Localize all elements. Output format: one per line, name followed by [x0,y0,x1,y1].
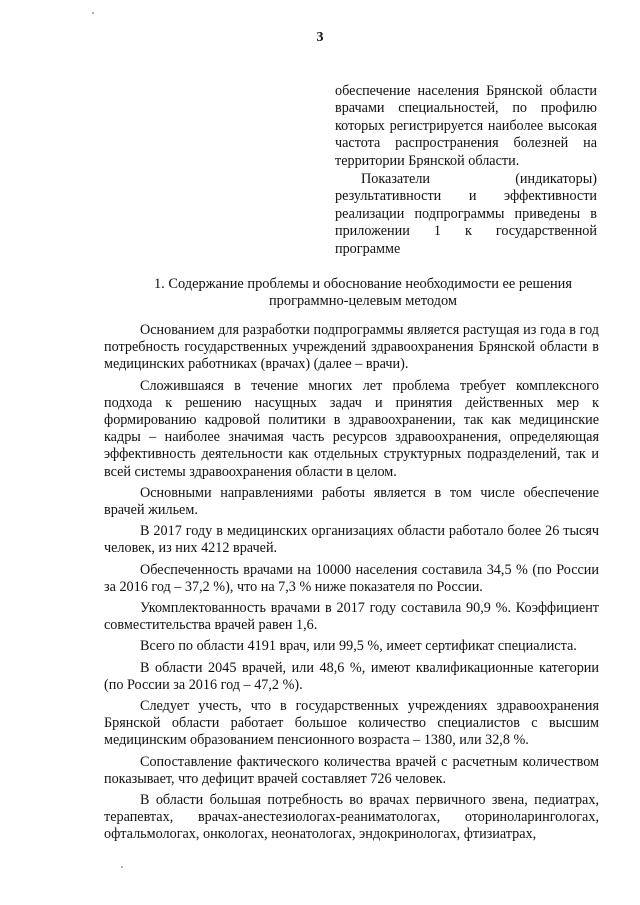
body-paragraph: В области 2045 врачей, или 48,6 %, имеют квалификационные категории (по России за 2016 год – 47,2 %). [104,659,599,693]
body-paragraph: Основанием для разработки подпрограммы является растущая из года в год потребность государственных учреждений здравоохранения Брянской области в медицинских работниках (врачах) (далее – врачи). [104,322,599,373]
scan-speck [121,866,123,868]
body-paragraph: Обеспеченность врачами на 10000 населения составила 34,5 % (по России за 2016 год – 37,2 %), что на 7,3 % ниже показателя по России. [104,561,599,595]
section-heading: 1. Содержание проблемы и обоснование необходимости ее решения программно-целевым методом [153,276,572,310]
body-paragraph: Следует учесть, что в государственных учреждениях здравоохранения Брянской области работает большое количество специалистов с высшим медицинским образованием пенсионного возраста – 1380, или 32,8 %. [104,698,599,749]
body-paragraph: В области большая потребность во врачах первичного звена, педиатрах, терапевтах, врачах-анестезиологах-реаниматологах, оториноларингологах, офтальмологах, онкологах, неонатологах, эндокринологах, фтизиатрах, [104,792,599,843]
page-number: 3 [316,30,324,45]
scan-speck [92,12,94,14]
indicators-block [335,83,597,258]
body-paragraph: Сложившаяся в течение многих лет проблема требует комплексного подхода к решению насущных задач и принятия действенных мер к формированию кадровой политики в здравоохранении, так как медицинские кадры – наиболее значимая часть ресурсов здравоохранения, определяющая эффективность деятельности как отдельных структурных подразделений, так и всей системы здравоохранения области в целом. [104,377,599,480]
body-paragraph: Укомплектованность врачами в 2017 году составила 90,9 %. Коэффициент совместительства врачей равен 1,6. [104,600,599,634]
body-paragraph: В 2017 году в медицинских организациях области работало более 26 тысяч человек, из них 4212 врачей. [104,523,599,557]
body-text [104,322,599,848]
body-paragraph: Основными направлениями работы является в том числе обеспечение врачей жильем. [104,484,599,519]
indicators-paragraph-1: обеспечение населения Брянской области врачами специальностей, по профилю которых регистрируется наиболее высокая частота распространения болезней на территории Брянской области. [335,83,597,169]
indicators-paragraph-2: Показатели (индикаторы) результативности и эффективности реализации подпрограммы приведены в приложении 1 к государственной программе [335,171,597,257]
body-paragraph: Всего по области 4191 врач, или 99,5 %, имеет сертификат специалиста. [140,638,577,655]
body-paragraph: Сопоставление фактического количества врачей с расчетным количеством показывает, что дефицит врачей составляет 726 человек. [104,753,599,787]
